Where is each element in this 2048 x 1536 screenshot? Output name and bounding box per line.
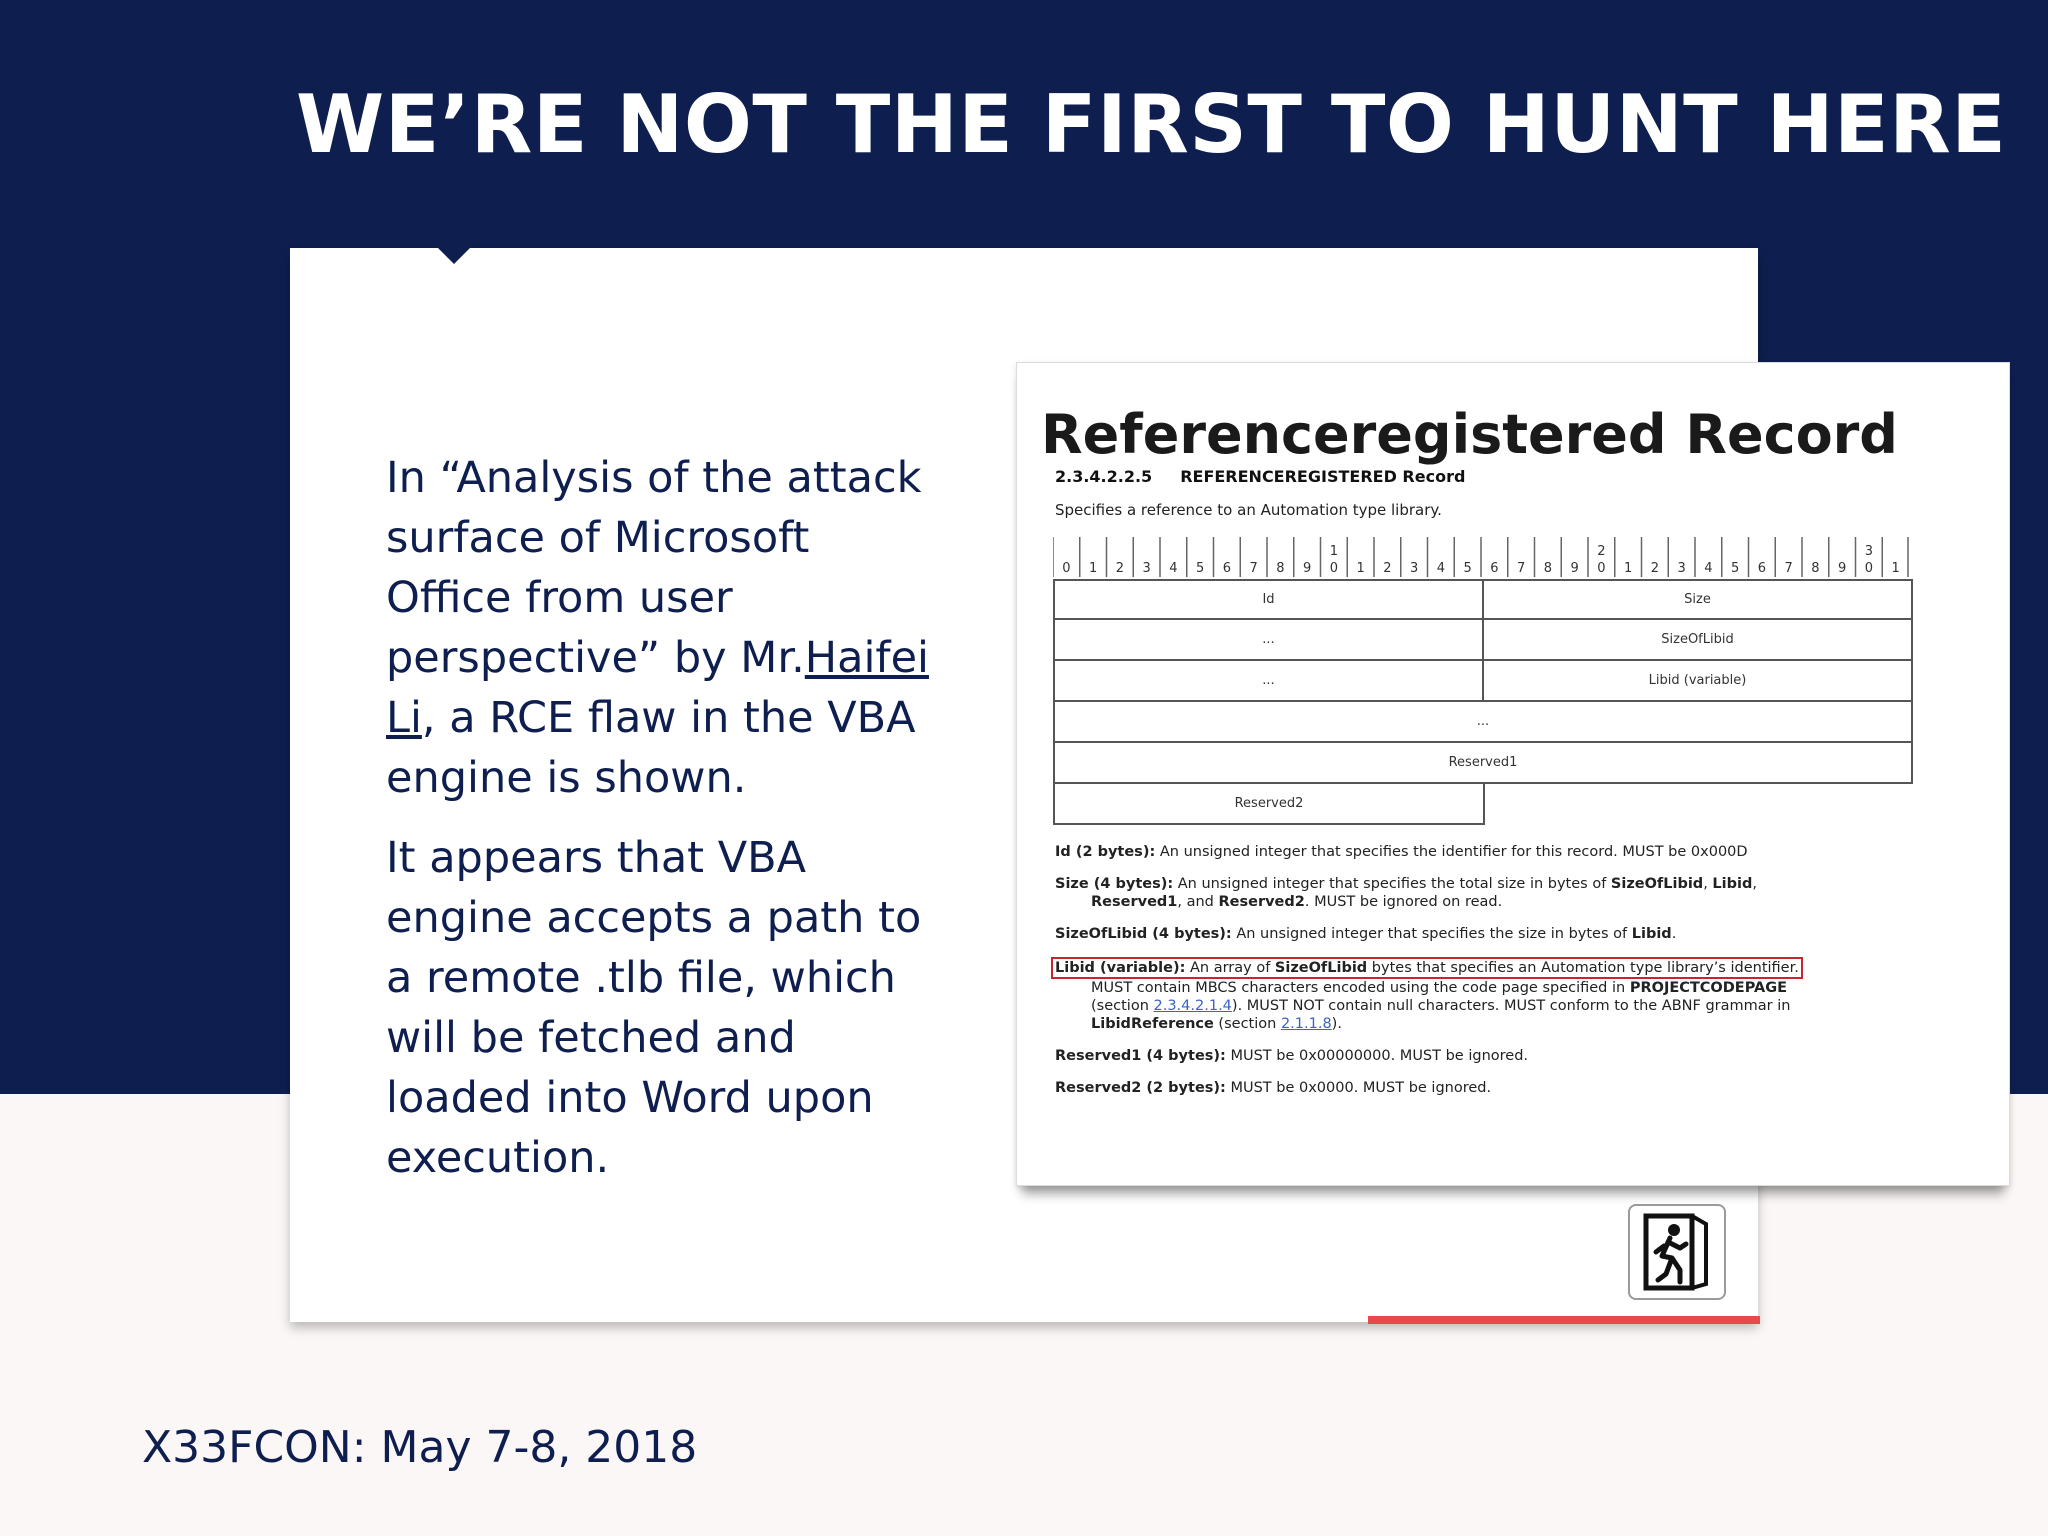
- bit-label: 2: [1115, 561, 1125, 576]
- def-ref: Libid: [1631, 926, 1672, 942]
- def-text: (section: [1091, 998, 1154, 1014]
- def-text: MUST be 0x0000. MUST be ignored.: [1225, 1080, 1492, 1096]
- bit-label: 6: [1757, 561, 1767, 576]
- field-ellipsis: ...: [1476, 714, 1490, 729]
- exit-door-icon-glyph: [1640, 1212, 1714, 1292]
- bit-label: 8: [1811, 561, 1820, 576]
- def-text: ,: [1752, 876, 1757, 892]
- bit-label: 1: [1891, 561, 1900, 576]
- bit-label: 1: [1623, 561, 1633, 576]
- bit-label: 4: [1169, 561, 1178, 576]
- def-ref: PROJECTCODEPAGE: [1629, 980, 1788, 996]
- spec-document-image: [1016, 362, 2010, 1186]
- bit-label: 5: [1463, 561, 1472, 576]
- def-reserved1: [1055, 1047, 1985, 1065]
- table-row: [1053, 661, 1913, 702]
- def-text: An array of: [1185, 960, 1275, 976]
- def-text: ). MUST NOT contain null characters. MUST conform to the ABNF grammar in: [1231, 998, 1791, 1014]
- def-ref: Libid: [1712, 876, 1753, 892]
- def-term: Reserved1 (4 bytes):: [1055, 1048, 1226, 1064]
- highlight-box: [1051, 957, 1803, 979]
- table-row: [1053, 743, 1913, 784]
- bit-tens-label: 2: [1597, 544, 1606, 559]
- paragraph-1: [386, 448, 946, 808]
- def-term: Reserved2 (2 bytes):: [1055, 1080, 1226, 1096]
- def-text: (section: [1213, 1016, 1281, 1032]
- bit-label: 5: [1730, 561, 1740, 576]
- def-text: An unsigned integer that specifies the identifier for this record. MUST be 0x000D: [1155, 844, 1748, 860]
- bit-label: 8: [1543, 561, 1553, 576]
- bit-label: 3: [1142, 561, 1151, 576]
- def-text: MUST contain MBCS characters encoded using the code page specified in: [1091, 980, 1630, 996]
- def-text: bytes that specifies an Automation type library’s identifier.: [1367, 960, 1799, 976]
- accent-bar: [1368, 1316, 1760, 1324]
- bit-label: 7: [1516, 561, 1526, 576]
- def-ref: SizeOfLibid: [1274, 960, 1368, 976]
- field-definitions: [1055, 843, 1985, 1111]
- def-size-of-libid: [1055, 925, 1985, 943]
- def-ref: Reserved1: [1091, 894, 1178, 910]
- doc-section-heading: [1055, 467, 1493, 486]
- def-term: SizeOfLibid (4 bytes):: [1055, 926, 1232, 942]
- field-libid: Libid (variable): [1482, 661, 1911, 700]
- def-text: An unsigned integer that specifies the size in bytes of: [1231, 926, 1632, 942]
- field-size-of-libid: SizeOfLibid: [1482, 620, 1911, 659]
- paragraph-1-text: In “Analysis of the attack surface of Microsoft Office from user perspective” by Mr.: [386, 453, 922, 683]
- exit-door-icon[interactable]: [1628, 1204, 1726, 1300]
- def-text: .: [1671, 926, 1677, 942]
- def-reserved2: [1055, 1079, 1985, 1097]
- bit-label: 8: [1276, 561, 1285, 576]
- doc-title: Referenceregistered Record: [1041, 403, 1898, 466]
- doc-section-name: REFERENCEREGISTERED Record: [1180, 467, 1466, 486]
- card-notch: [436, 246, 472, 264]
- bit-label: 0: [1864, 561, 1874, 576]
- bit-label: 6: [1222, 561, 1232, 576]
- bit-label: 2: [1650, 561, 1660, 576]
- def-text: ).: [1331, 1016, 1342, 1032]
- section-link[interactable]: 2.1.1.8: [1280, 1016, 1332, 1032]
- section-link[interactable]: 2.3.4.2.1.4: [1153, 998, 1232, 1014]
- bit-label: 4: [1704, 561, 1713, 576]
- field-reserved1: Reserved1: [1448, 755, 1518, 770]
- bit-label: 1: [1088, 561, 1098, 576]
- def-ref: SizeOfLibid: [1610, 876, 1704, 892]
- bit-label: 9: [1837, 561, 1847, 576]
- paragraph-1-tail: , a RCE flaw in the VBA engine is shown.: [386, 693, 916, 803]
- bit-label: 7: [1784, 561, 1793, 576]
- slide-title: WE’RE NOT THE FIRST TO HUNT HERE: [296, 78, 2007, 171]
- def-text: . MUST be ignored on read.: [1304, 894, 1503, 910]
- def-continuation: [1055, 979, 1985, 997]
- table-row: [1053, 620, 1913, 661]
- bit-label: 6: [1490, 561, 1499, 576]
- table-row: [1053, 784, 1485, 825]
- bit-label: 3: [1677, 561, 1686, 576]
- footer-conference: X33FCON: May 7-8, 2018: [142, 1422, 698, 1473]
- def-text: , and: [1177, 894, 1219, 910]
- body-text: [386, 448, 946, 1208]
- field-ellipsis: ...: [1262, 632, 1275, 647]
- def-term: Size (4 bytes):: [1055, 876, 1174, 892]
- field-id: Id: [1262, 592, 1275, 607]
- bit-label: 9: [1570, 561, 1579, 576]
- def-text: ,: [1703, 876, 1713, 892]
- doc-section-number: 2.3.4.2.2.5: [1055, 467, 1153, 486]
- bit-label: 1: [1356, 561, 1365, 576]
- bit-label: 9: [1302, 561, 1312, 576]
- field-ellipsis: ...: [1262, 673, 1275, 688]
- bit-label: 3: [1409, 561, 1419, 576]
- paragraph-2: It appears that VBA engine accepts a path to a remote .tlb file, which will be fetched and loaded into Word upon execution.: [386, 833, 922, 1183]
- field-reserved2: Reserved2: [1234, 796, 1304, 811]
- field-layout-table: [1053, 579, 1913, 825]
- bit-label: 7: [1249, 561, 1258, 576]
- bit-label: 0: [1597, 561, 1606, 576]
- def-continuation: [1055, 1015, 1985, 1033]
- def-text: An unsigned integer that specifies the total size in bytes of: [1173, 876, 1611, 892]
- bit-tens-label: 3: [1864, 544, 1874, 559]
- bit-label: 0: [1329, 561, 1339, 576]
- bit-ruler: [1053, 537, 1909, 577]
- bit-label: 0: [1062, 561, 1071, 576]
- bit-tens-label: 1: [1329, 544, 1339, 559]
- def-id: [1055, 843, 1985, 861]
- def-libid: [1055, 957, 1985, 1033]
- def-size: [1055, 875, 1985, 911]
- bit-label: 2: [1383, 561, 1392, 576]
- def-term: Id (2 bytes):: [1055, 844, 1156, 860]
- def-continuation: [1055, 997, 1985, 1015]
- def-ref: Reserved2: [1218, 894, 1305, 910]
- doc-description: Specifies a reference to an Automation type library.: [1055, 501, 1442, 519]
- def-ref: LibidReference: [1091, 1016, 1214, 1032]
- haifei-li-link[interactable]: Haifei Li: [386, 633, 929, 743]
- bit-label: 4: [1436, 561, 1446, 576]
- bit-label: 5: [1195, 561, 1205, 576]
- field-size: Size: [1482, 581, 1911, 618]
- def-continuation: [1055, 893, 1985, 911]
- def-text: MUST be 0x00000000. MUST be ignored.: [1225, 1048, 1529, 1064]
- table-row: [1053, 702, 1913, 743]
- table-row: [1053, 579, 1913, 620]
- def-term: Libid (variable):: [1055, 960, 1186, 976]
